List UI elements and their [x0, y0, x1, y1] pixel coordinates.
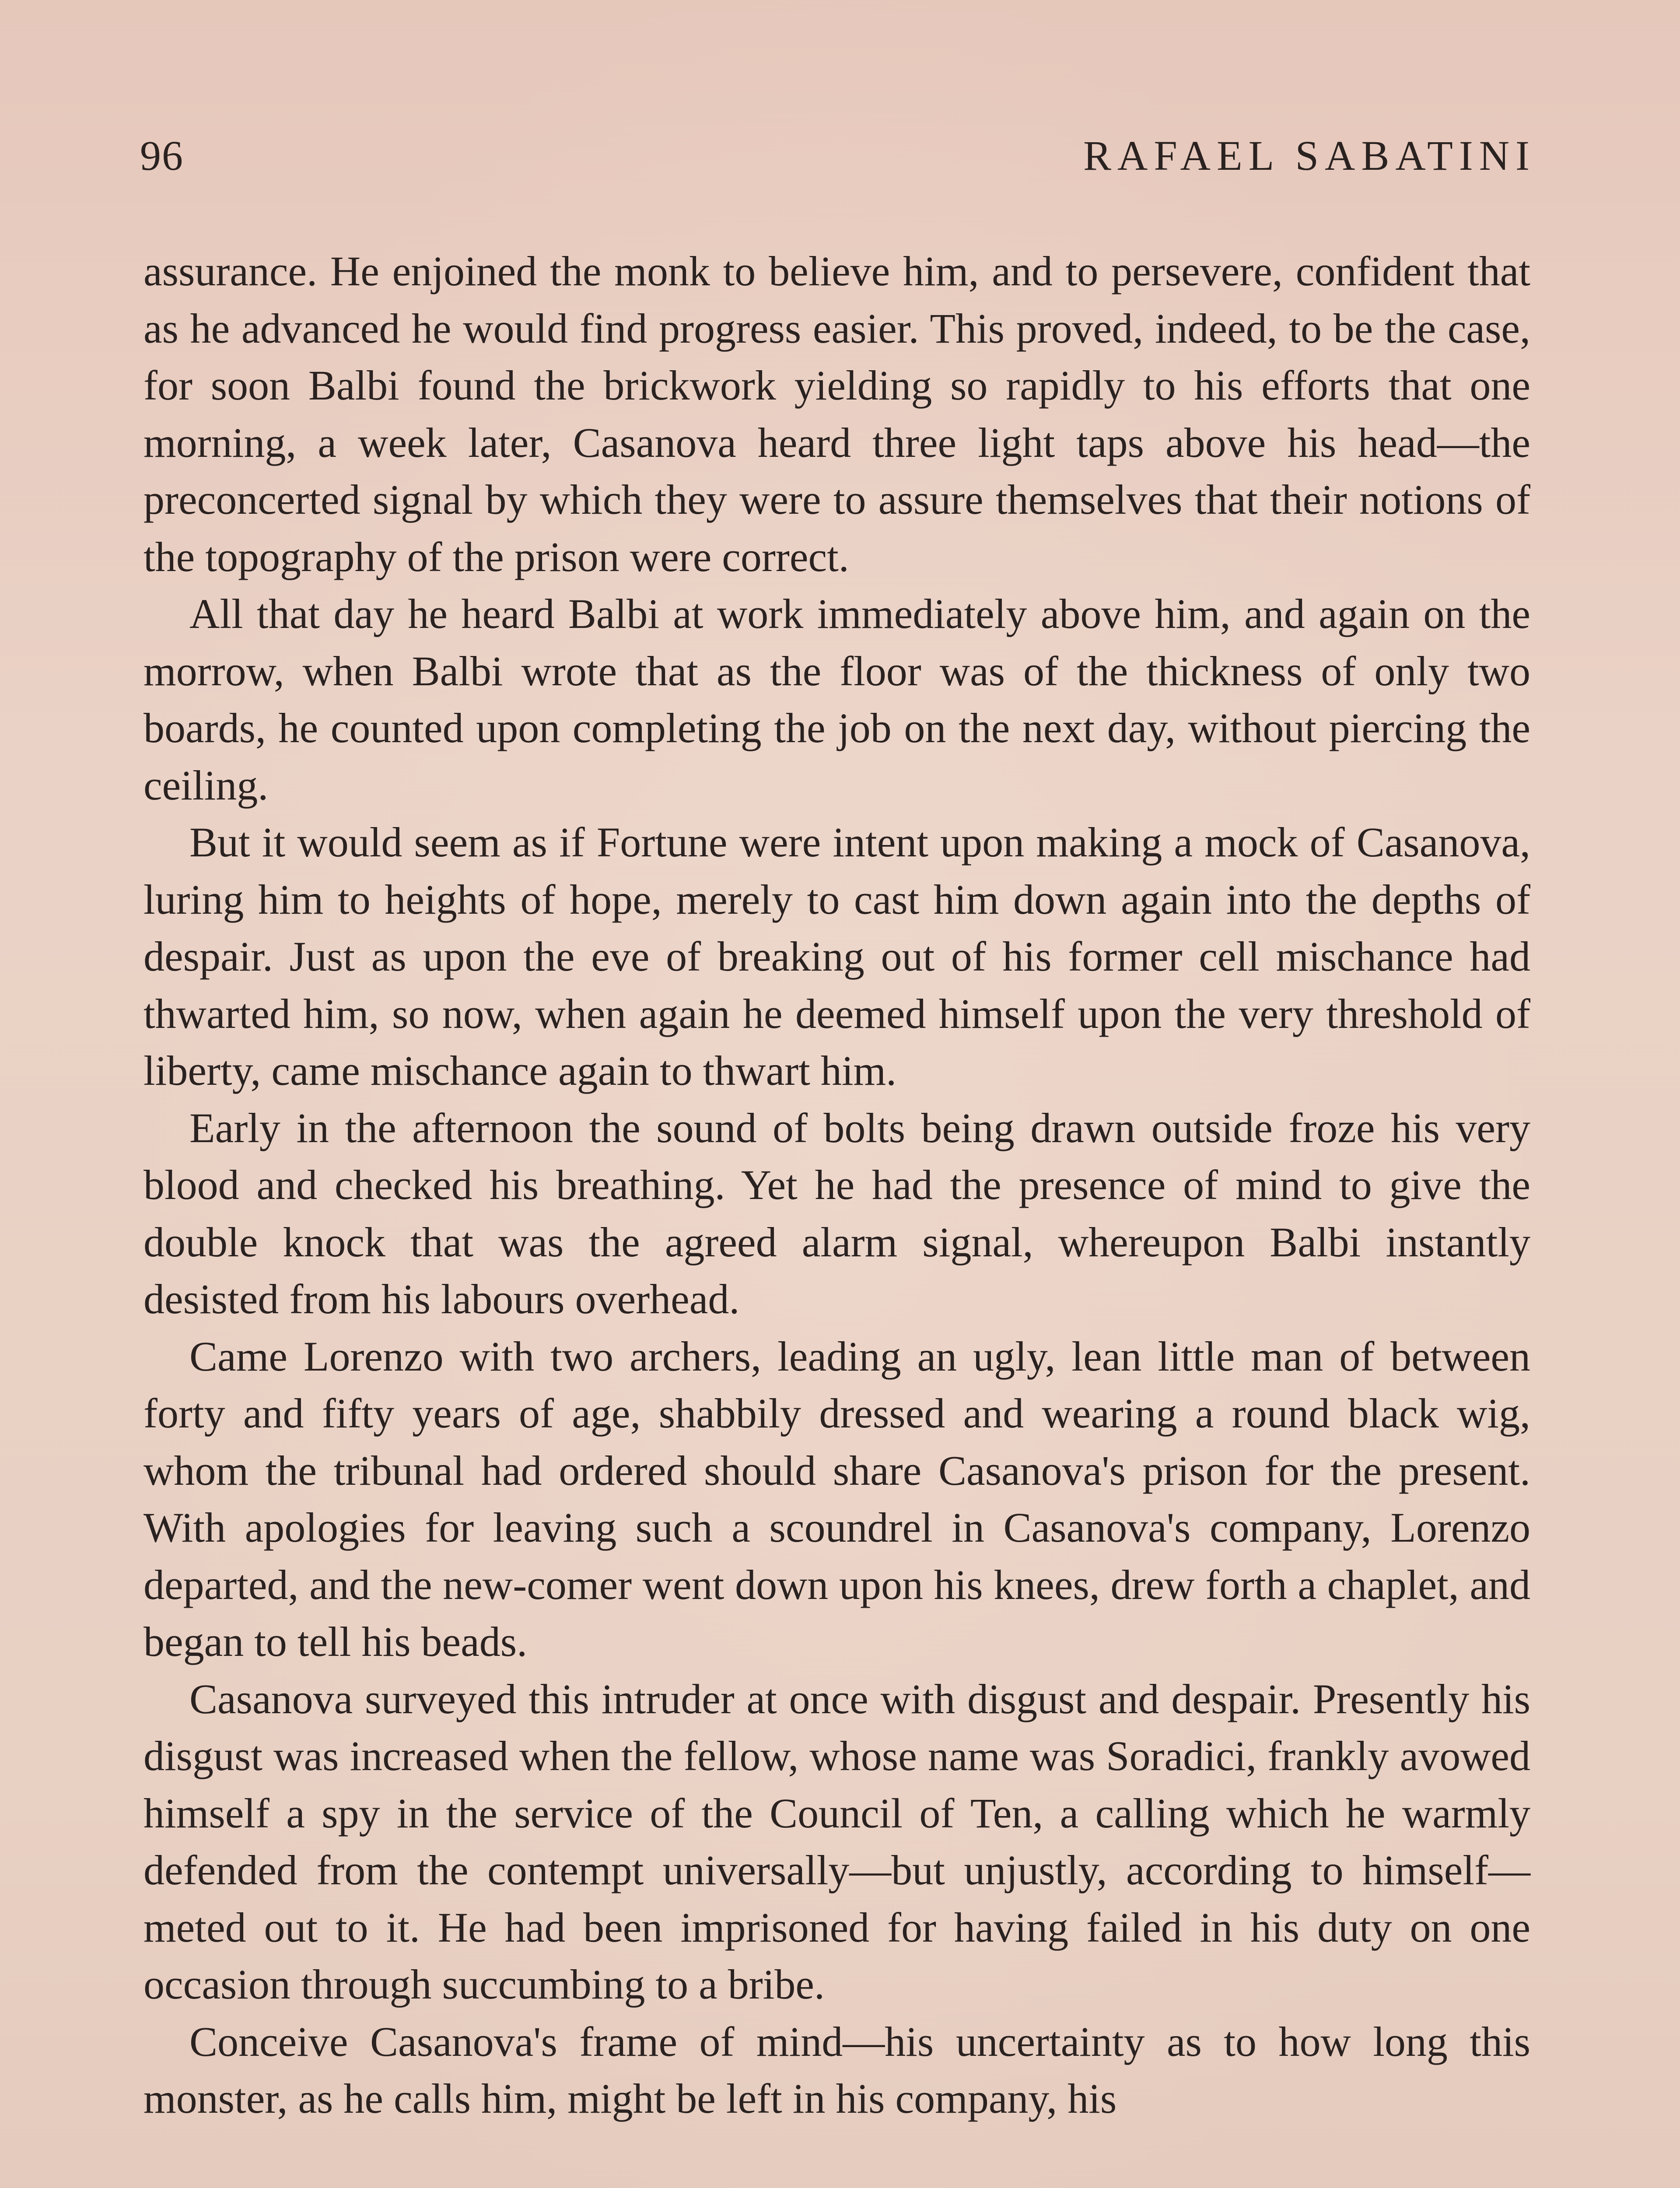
page-header: [140, 131, 1536, 193]
paragraph-5: Came Lorenzo with two archers, leading an ugly, lean little man of between forty and fifty years of age, shabbily dressed and wearing a round black wig, whom the tribunal had ordered should share Casanova's prison for the present. With apologies for leaving such a scoundrel in Casanova's company, Lorenzo departed, and the new-comer went down upon his knees, drew forth a chaplet, and began to tell his beads.: [144, 1332, 1530, 1665]
paragraph-2: All that day he heard Balbi at work immediately above him, and again on the morrow, when Balbi wrote that as the floor was of the thickness of only two boards, he counted upon completing the job on the next day, without piercing the ceiling.: [144, 590, 1530, 809]
running-head-author: RAFAEL SABATINI: [1083, 132, 1536, 179]
body-text: [144, 243, 1530, 2128]
paragraph-4: Early in the afternoon the sound of bolts being drawn outside froze his very blood and checked his breathing. Yet he had the presence of mind to give the double knock that was the agreed alarm signal, whereupon Balbi instantly desisted from his labours overhead.: [144, 1104, 1530, 1322]
paragraph-7: Conceive Casanova's frame of mind—his uncertainty as to how long this monster, as he calls him, might be left in his company, his: [144, 2018, 1530, 2122]
paragraph-3: But it would seem as if Fortune were intent upon making a mock of Casanova, luring him to heights of hope, merely to cast him down again into the depths of despair. Just as upon the eve of breaking out of his former cell mischance had thwarted him, so now, when again he deemed himself upon the very threshold of liberty, came mischance again to thwart him.: [144, 819, 1530, 1094]
paragraph-1: assurance. He enjoined the monk to believe him, and to persevere, confident that as he advanced he would find progress easier. This proved, indeed, to be the case, for soon Balbi found the brickwork yielding so rapidly to his efforts that one morning, a week later, Casanova heard three light taps above his head—the preconcerted signal by which they were to assure themselves that their notions of the topography of the prison were correct.: [144, 248, 1530, 580]
page-number: 96: [140, 132, 184, 179]
paragraph-6: Casanova surveyed this intruder at once with disgust and despair. Presently his disgust was increased when the fellow, whose name was Soradici, frankly avowed himself a spy in the service of the Council of Ten, a calling which he warmly defended from the contempt universally—but unjustly, according to himself—meted out to it. He had been imprisoned for having failed in his duty on one occasion through succumbing to a bribe.: [144, 1675, 1530, 2008]
